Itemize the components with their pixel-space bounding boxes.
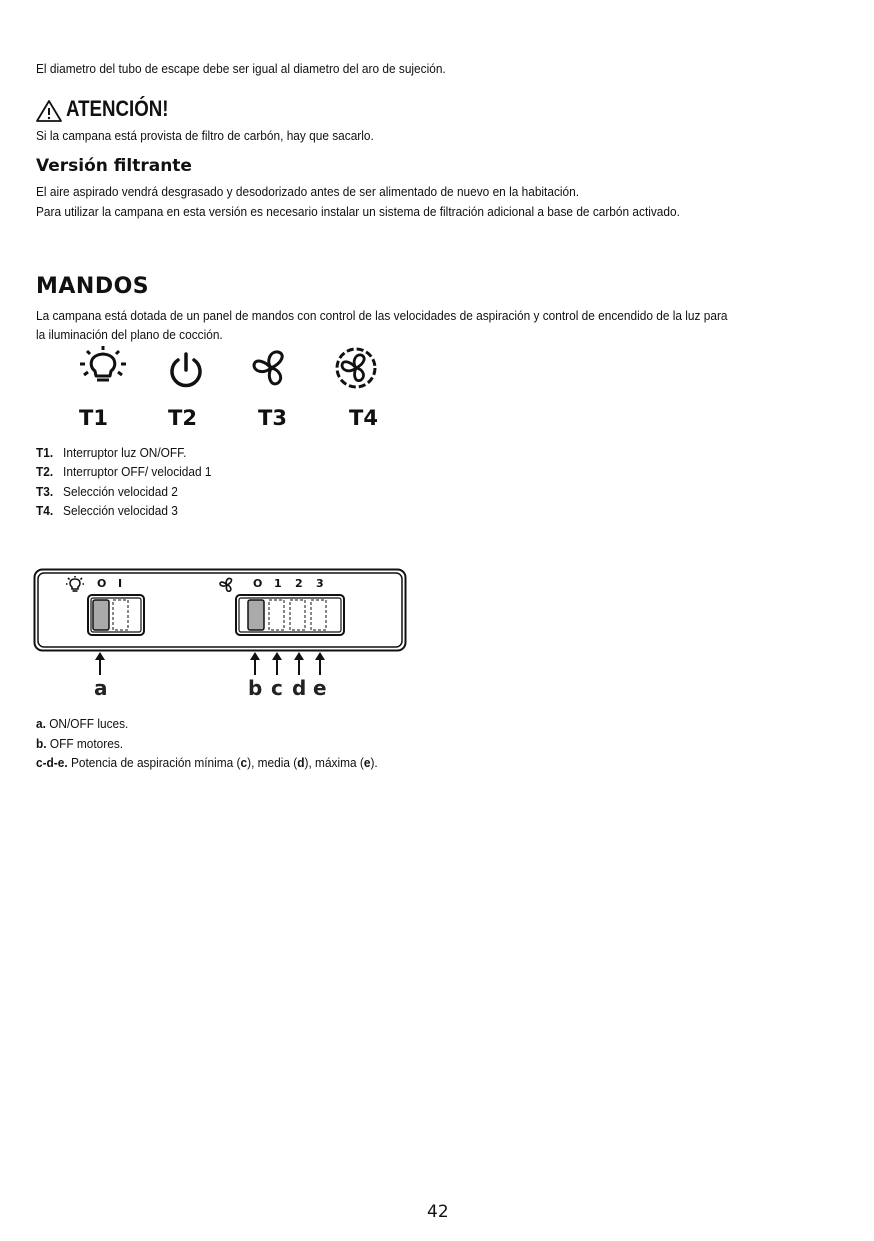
legend-letter-e: e bbox=[363, 755, 371, 770]
filter-version-title: Versión filtrante bbox=[36, 156, 192, 176]
light-bulb-icon bbox=[78, 345, 128, 394]
arrow-letter-d: d bbox=[292, 676, 307, 700]
warning-text: Si la campana está provista de filtro de carbón, hay que sacarlo. bbox=[36, 128, 374, 143]
controls-line-1: La campana está dotada de un panel de mandos con control de las velocidades de aspiración y control de encendido de la luz para bbox=[36, 308, 728, 323]
button-label-t4: T4 bbox=[349, 406, 378, 430]
legend-key: T3. bbox=[36, 484, 54, 499]
warning-icon bbox=[35, 99, 63, 128]
page-number: 42 bbox=[427, 1202, 449, 1222]
legend-text: ), máxima ( bbox=[304, 755, 364, 770]
legend-letter-c: c bbox=[240, 755, 248, 770]
arrow-letter-e: e bbox=[313, 676, 327, 700]
filter-version-line-2: Para utilizar la campana en esta versión es necesario instalar un sistema de filtración adicional a base de carbón activado. bbox=[36, 204, 680, 219]
legend-text: ON/OFF luces. bbox=[49, 716, 129, 731]
legend-t4 bbox=[36, 501, 178, 520]
warning-title: ATENCIÓN! bbox=[66, 96, 169, 121]
legend-text: Interruptor luz ON/OFF. bbox=[63, 445, 187, 460]
legend-letter-d: d bbox=[297, 755, 305, 770]
legend-text: ). bbox=[370, 755, 378, 770]
fan-max-icon bbox=[334, 346, 378, 395]
fan-mark-1: 1 bbox=[274, 577, 282, 590]
light-mark-off: O bbox=[97, 577, 107, 590]
legend-key: a. bbox=[36, 716, 46, 731]
control-panel-diagram bbox=[33, 568, 407, 652]
intro-text: El diametro del tubo de escape debe ser igual al diametro del aro de sujeción. bbox=[36, 61, 446, 76]
panel-legend-b bbox=[36, 734, 123, 753]
legend-text: OFF motores. bbox=[49, 736, 124, 751]
legend-text: Potencia de aspiración mínima ( bbox=[70, 755, 241, 770]
legend-key: T4. bbox=[36, 503, 54, 518]
legend-text: Selección velocidad 2 bbox=[63, 484, 178, 499]
legend-t2 bbox=[36, 462, 211, 481]
power-icon bbox=[166, 350, 206, 395]
button-label-t3: T3 bbox=[258, 406, 287, 430]
legend-text: Selección velocidad 3 bbox=[63, 503, 178, 518]
fan-mark-3: 3 bbox=[316, 577, 324, 590]
panel-legend-cde bbox=[36, 753, 378, 772]
fan-mark-2: 2 bbox=[295, 577, 303, 590]
legend-t1 bbox=[36, 443, 186, 462]
panel-legend-a bbox=[36, 714, 128, 733]
fan-mark-off: O bbox=[253, 577, 263, 590]
legend-key: T2. bbox=[36, 464, 54, 479]
arrow-letter-c: c bbox=[271, 676, 283, 700]
button-label-t2: T2 bbox=[168, 406, 197, 430]
fan-icon bbox=[250, 347, 292, 394]
legend-text: Interruptor OFF/ velocidad 1 bbox=[63, 464, 212, 479]
legend-text: ), media ( bbox=[247, 755, 298, 770]
arrow-letter-a: a bbox=[94, 676, 108, 700]
light-mark-on: I bbox=[118, 577, 123, 590]
controls-title: MANDOS bbox=[36, 274, 150, 299]
filter-version-line-1: El aire aspirado vendrá desgrasado y desodorizado antes de ser alimentado de nuevo en la habitación. bbox=[36, 184, 580, 199]
legend-key: T1. bbox=[36, 445, 54, 460]
legend-t3 bbox=[36, 482, 178, 501]
legend-key: b. bbox=[36, 736, 47, 751]
legend-key: c-d-e. bbox=[36, 755, 68, 770]
button-label-t1: T1 bbox=[79, 406, 108, 430]
arrow-letter-b: b bbox=[248, 676, 263, 700]
controls-line-2: la iluminación del plano de cocción. bbox=[36, 327, 223, 342]
